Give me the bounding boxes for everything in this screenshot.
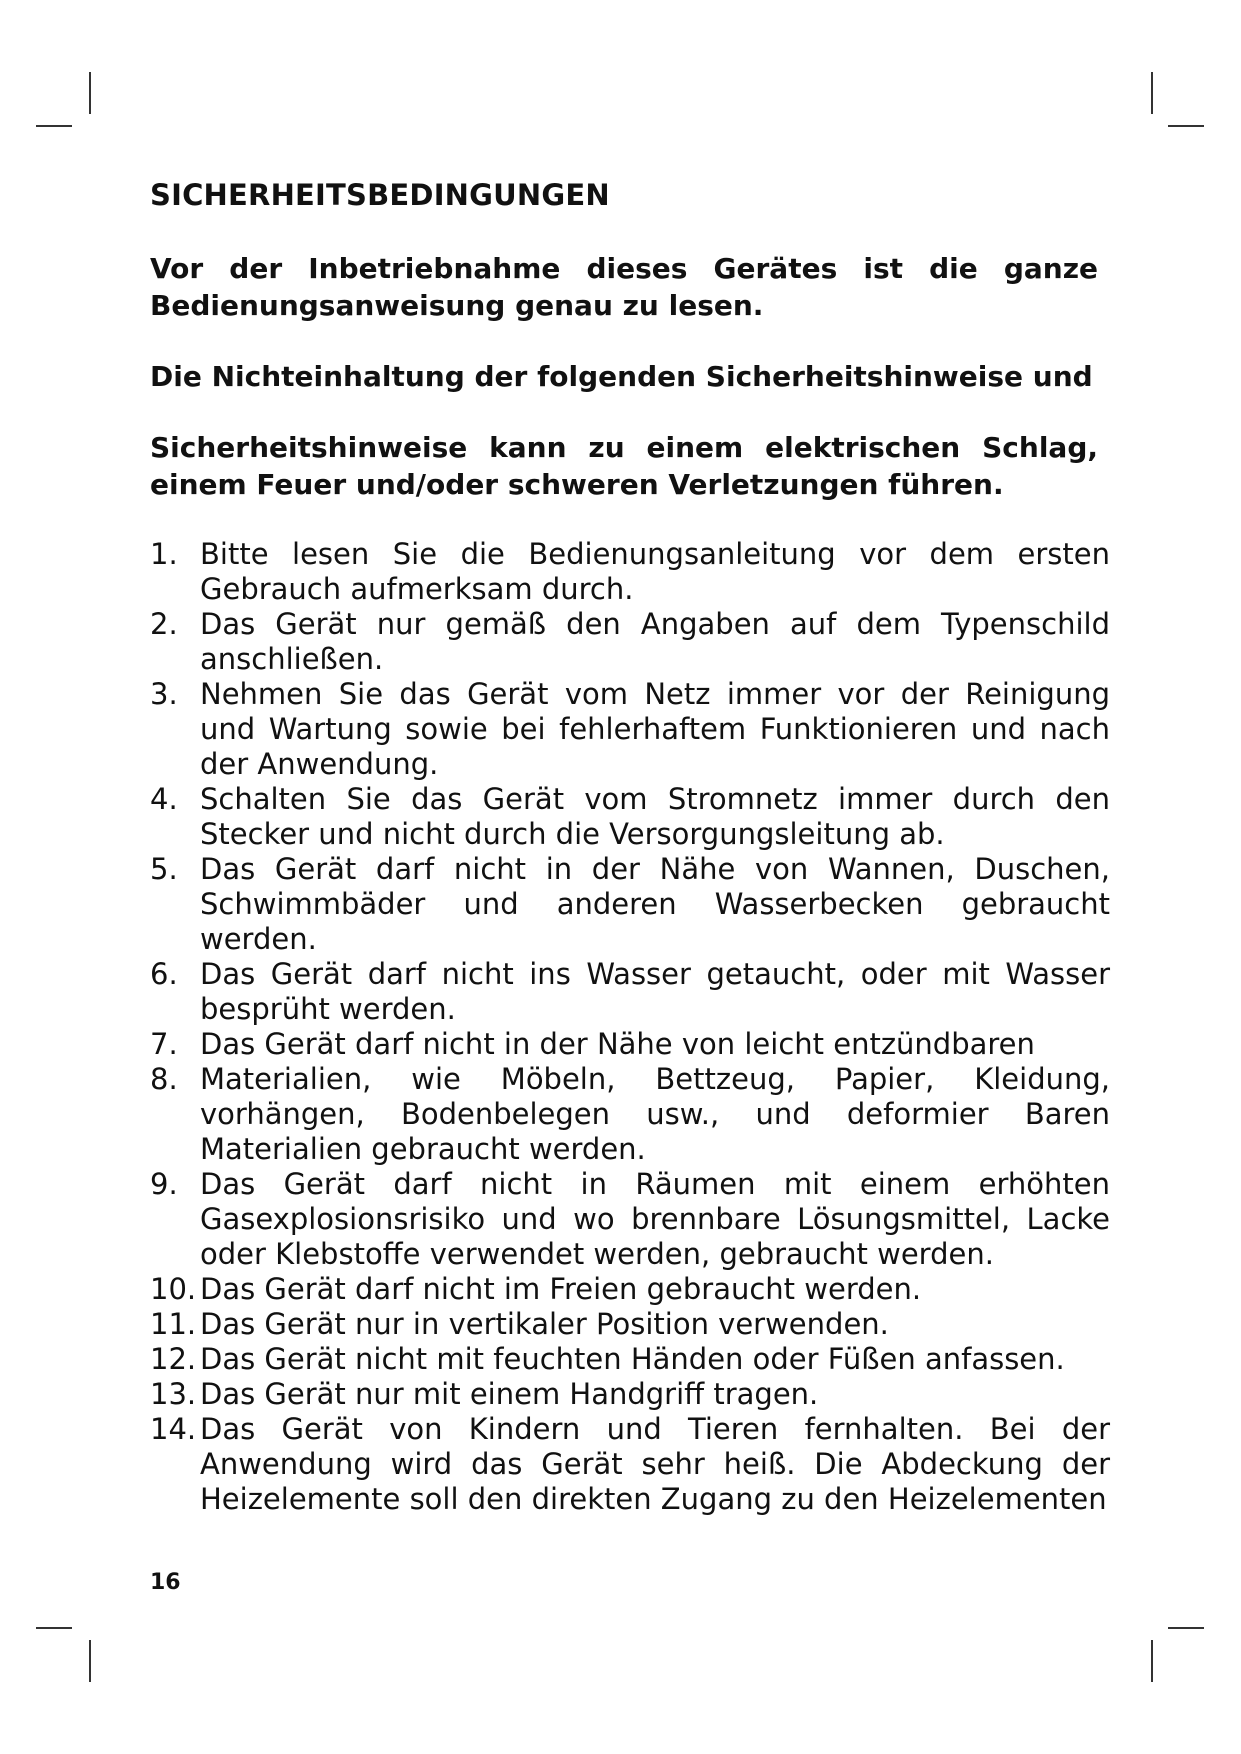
list-item-number: 3. xyxy=(150,677,178,711)
list-item-number: 8. xyxy=(150,1062,178,1096)
list-item xyxy=(150,1027,1110,1062)
intro-paragraph-2: Die Nichteinhaltung der folgenden Sicherheitshinweise und xyxy=(150,360,1093,393)
list-item-text: Materialien, wie Möbeln, Bettzeug, Papier, Kleidung, vorhängen, Bodenbelegen usw., und deformier Baren Materialien gebraucht werden. xyxy=(200,1062,1110,1166)
list-item-text: Das Gerät nur in vertikaler Position verwenden. xyxy=(200,1307,889,1341)
list-item-number: 9. xyxy=(150,1167,178,1201)
crop-mark-top-right-vertical xyxy=(1151,72,1153,114)
list-item xyxy=(150,1062,1110,1167)
intro-paragraph-3: Sicherheitshinweise kann zu einem elektrischen Schlag, einem Feuer und/oder schweren Verletzungen führen. xyxy=(150,431,1098,501)
list-item-text: Das Gerät darf nicht in Räumen mit einem erhöhten Gasexplosionsrisiko und wo brennbare Lösungsmittel, Lacke oder Klebstoffe verwendet werden, gebraucht werden. xyxy=(200,1167,1110,1271)
list-item-text: Das Gerät nur gemäß den Angaben auf dem Typenschild anschließen. xyxy=(200,607,1110,676)
list-item-text: Das Gerät nur mit einem Handgriff tragen. xyxy=(200,1377,819,1411)
crop-mark-top-left-horizontal xyxy=(36,125,72,127)
list-item-number: 1. xyxy=(150,537,178,571)
intro-paragraph-1: Vor der Inbetriebnahme dieses Gerätes ist die ganze Bedienungsanweisung genau zu lesen. xyxy=(150,252,1098,322)
list-item-text: Das Gerät darf nicht in der Nähe von leicht entzündbaren xyxy=(200,1027,1035,1061)
list-item-text: Nehmen Sie das Gerät vom Netz immer vor der Reinigung und Wartung sowie bei fehlerhaftem Funktionieren und nach der Anwendung. xyxy=(200,677,1110,781)
list-item-text: Bitte lesen Sie die Bedienungsanleitung vor dem ersten Gebrauch aufmerksam durch. xyxy=(200,537,1110,606)
list-item xyxy=(150,1342,1110,1377)
list-item-number: 11. xyxy=(150,1307,197,1341)
list-item-number: 2. xyxy=(150,607,178,641)
list-item xyxy=(150,1272,1110,1307)
list-item-number: 12. xyxy=(150,1342,197,1376)
list-item xyxy=(150,782,1110,852)
list-item xyxy=(150,1377,1110,1412)
list-item-number: 14. xyxy=(150,1412,197,1446)
list-item-text: Das Gerät darf nicht ins Wasser getaucht, oder mit Wasser besprüht werden. xyxy=(200,957,1110,1026)
list-item-number: 13. xyxy=(150,1377,197,1411)
list-item-number: 10. xyxy=(150,1272,197,1306)
safety-instructions-list xyxy=(150,537,1110,1517)
crop-mark-bottom-left-horizontal xyxy=(36,1627,72,1629)
list-item-text: Das Gerät nicht mit feuchten Händen oder Füßen anfassen. xyxy=(200,1342,1065,1376)
list-item xyxy=(150,852,1110,957)
list-item-number: 7. xyxy=(150,1027,178,1061)
crop-mark-bottom-left-vertical xyxy=(89,1640,91,1682)
list-item xyxy=(150,1307,1110,1342)
document-content xyxy=(150,178,1110,1517)
list-item xyxy=(150,607,1110,677)
crop-mark-bottom-right-horizontal xyxy=(1168,1627,1204,1629)
list-item-number: 5. xyxy=(150,852,178,886)
list-item-text: Das Gerät darf nicht im Freien gebraucht werden. xyxy=(200,1272,922,1306)
list-item xyxy=(150,677,1110,782)
list-item-text: Das Gerät darf nicht in der Nähe von Wannen, Duschen, Schwimmbäder und anderen Wasserbecken gebraucht werden. xyxy=(200,852,1110,956)
list-item-text: Das Gerät von Kindern und Tieren fernhalten. Bei der Anwendung wird das Gerät sehr heiß. Die Abdeckung der Heizelemente soll den direkten Zugang zu den Heizelementen xyxy=(200,1412,1110,1516)
list-item xyxy=(150,537,1110,607)
page-title: SICHERHEITSBEDINGUNGEN xyxy=(150,178,610,212)
page-number: 16 xyxy=(150,1570,181,1595)
list-item xyxy=(150,1167,1110,1272)
crop-mark-bottom-right-vertical xyxy=(1151,1640,1153,1682)
crop-mark-top-right-horizontal xyxy=(1168,125,1204,127)
list-item-text: Schalten Sie das Gerät vom Stromnetz immer durch den Stecker und nicht durch die Versorgungsleitung ab. xyxy=(200,782,1110,851)
list-item xyxy=(150,957,1110,1027)
list-item-number: 4. xyxy=(150,782,178,816)
crop-mark-top-left-vertical xyxy=(89,72,91,114)
list-item xyxy=(150,1412,1110,1517)
list-item-number: 6. xyxy=(150,957,178,991)
